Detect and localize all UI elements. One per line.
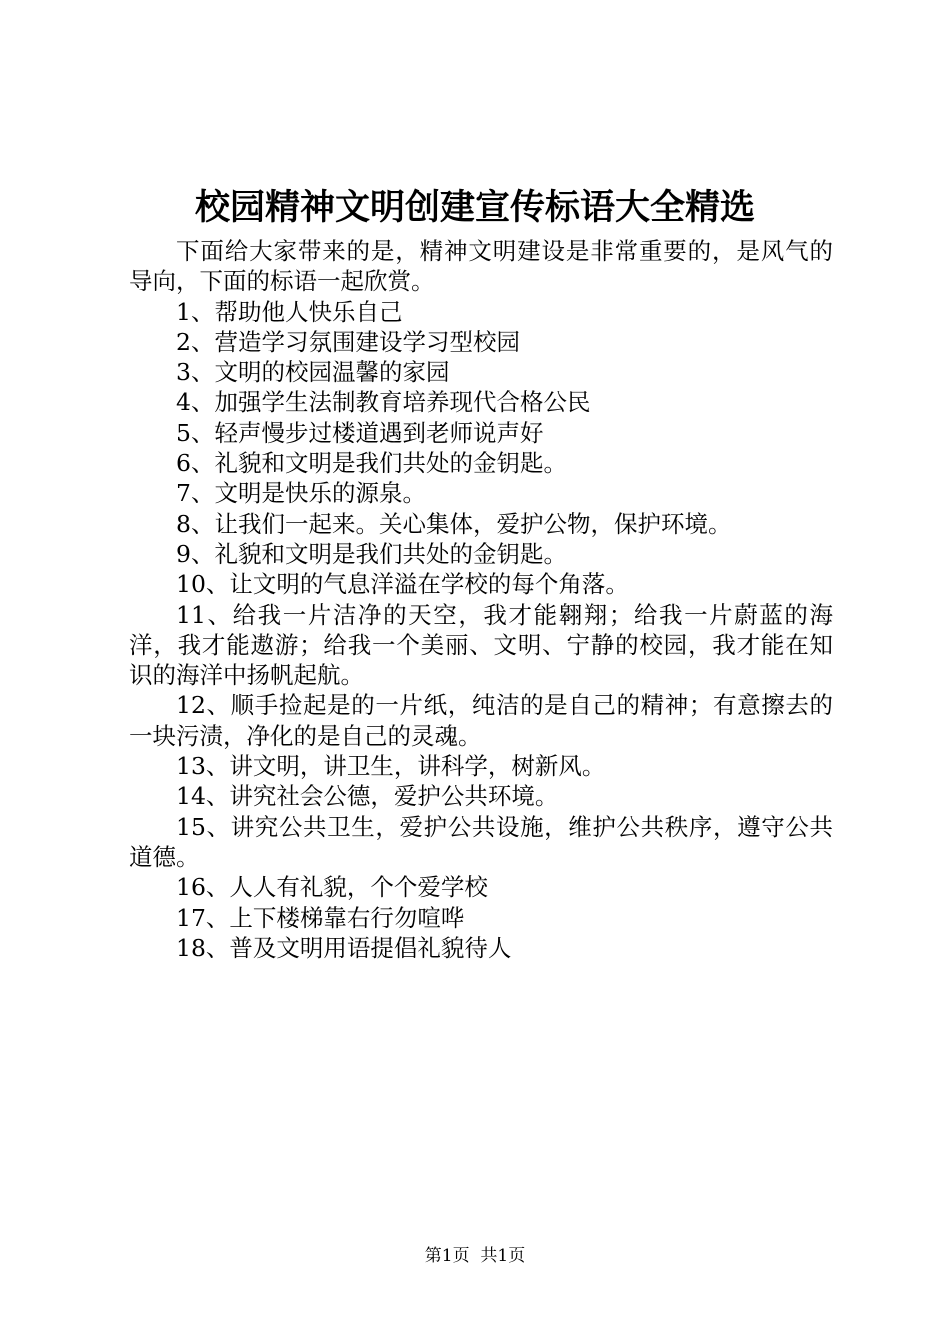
page-number: 第1页 xyxy=(424,1246,470,1266)
slogan-item-15: 15、讲究公共卫生，爱护公共设施，维护公共秩序，遵守公共道德。 xyxy=(129,812,833,871)
slogan-item-6: 6、礼貌和文明是我们共处的金钥匙。 xyxy=(176,449,567,478)
intro-paragraph: 下面给大家带来的是，精神文明建设是非常重要的，是风气的导向，下面的标语一起欣赏。 xyxy=(129,237,833,296)
slogan-item-12: 12、顺手捡起是的一片纸，纯洁的是自己的精神；有意擦去的一块污渍，净化的是自己的灵魂。 xyxy=(129,691,833,750)
page-footer xyxy=(0,1244,950,1268)
slogan-item-8: 8、让我们一起来。关心集体，爱护公物，保护环境。 xyxy=(176,509,732,538)
slogan-item-10: 10、让文明的气息洋溢在学校的每个角落。 xyxy=(176,570,629,599)
slogan-item-17: 17、上下楼梯靠右行勿喧哗 xyxy=(176,903,465,932)
slogan-item-18: 18、普及文明用语提倡礼貌待人 xyxy=(176,933,512,962)
document-body xyxy=(129,236,833,963)
page-title: 校园精神文明创建宣传标语大全精选 xyxy=(194,187,755,228)
slogan-item-14: 14、讲究社会公德，爱护公共环境。 xyxy=(176,782,559,811)
page-total: 共1页 xyxy=(480,1246,526,1266)
slogan-item-1: 1、帮助他人快乐自己 xyxy=(176,297,403,326)
footer-separator xyxy=(470,1246,481,1266)
slogan-item-11: 11、给我一片洁净的天空，我才能翱翔；给我一片蔚蓝的海洋，我才能遨游；给我一个美丽、文明、宁静的校园，我才能在知识的海洋中扬帆起航。 xyxy=(129,600,833,690)
slogan-item-7: 7、文明是快乐的源泉。 xyxy=(176,479,426,508)
slogan-item-4: 4、加强学生法制教育培养现代合格公民 xyxy=(176,388,591,417)
slogan-item-5: 5、轻声慢步过楼道遇到老师说声好 xyxy=(176,418,544,447)
slogan-item-9: 9、礼貌和文明是我们共处的金钥匙。 xyxy=(176,539,567,568)
slogan-item-3: 3、文明的校园温馨的家园 xyxy=(176,358,450,387)
slogan-item-13: 13、讲文明，讲卫生，讲科学，树新风。 xyxy=(176,752,606,781)
slogan-item-2: 2、营造学习氛围建设学习型校园 xyxy=(176,327,520,356)
slogan-item-16: 16、人人有礼貌，个个爱学校 xyxy=(176,873,488,902)
